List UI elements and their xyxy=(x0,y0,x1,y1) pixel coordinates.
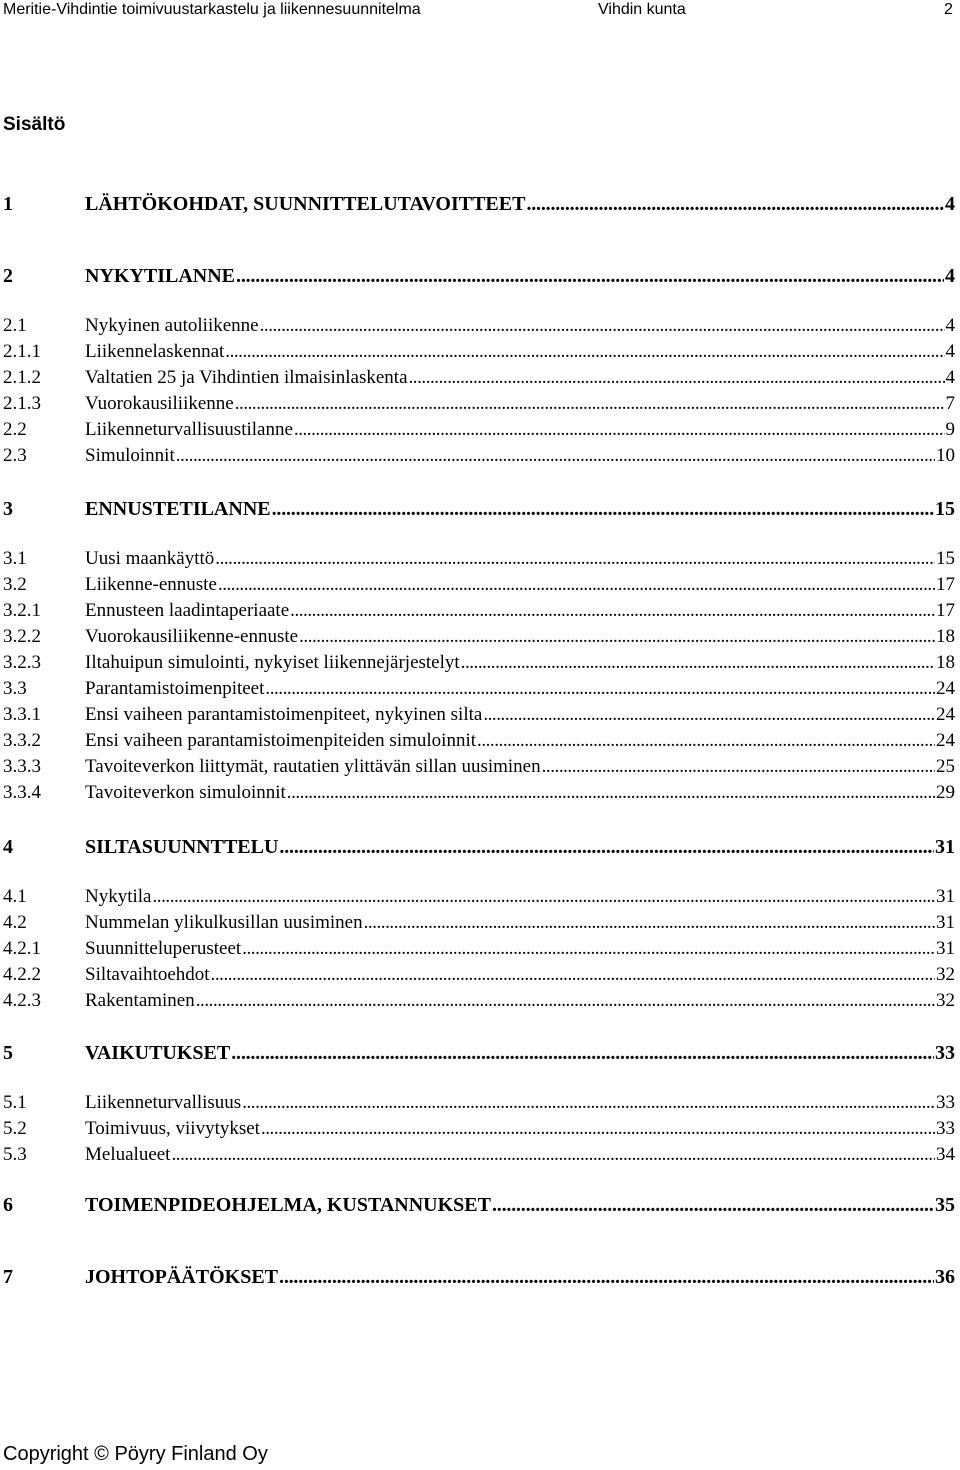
toc-entry-number: 4.1 xyxy=(3,886,27,907)
toc-entry-number: 3.3.3 xyxy=(3,756,41,777)
toc-entry-number: 3.3 xyxy=(3,678,27,699)
toc-entry-number: 2.3 xyxy=(3,445,27,466)
toc-dot-leader xyxy=(542,756,935,778)
toc-entry-page: 29 xyxy=(936,782,955,803)
toc-entry-title: Liikennelaskennat xyxy=(85,341,225,362)
toc-entry-page: 25 xyxy=(936,756,955,777)
toc-dot-leader xyxy=(215,548,935,570)
toc-entry-number: 4 xyxy=(3,836,13,858)
client-name: Vihdin kunta xyxy=(598,1,686,18)
toc-entry-page: 7 xyxy=(945,393,955,414)
toc-entry-number: 1 xyxy=(3,193,13,215)
toc-entry-number: 7 xyxy=(3,1266,13,1288)
toc-entry-page: 34 xyxy=(936,1144,955,1165)
toc-entry-page: 33 xyxy=(935,1042,955,1064)
toc-entry-page: 4 xyxy=(945,367,955,388)
toc-dot-leader xyxy=(242,1092,935,1114)
toc-entry-page: 36 xyxy=(935,1266,955,1288)
toc-dot-leader xyxy=(279,836,934,858)
toc-entry[interactable] xyxy=(3,600,955,622)
toc-entry-page: 18 xyxy=(936,652,955,673)
toc-entry[interactable] xyxy=(3,265,955,287)
toc-dot-leader xyxy=(265,678,935,700)
toc-entry-title: NYKYTILANNE xyxy=(85,265,236,287)
toc-entry-number: 2.1.2 xyxy=(3,367,41,388)
toc-entry-page: 31 xyxy=(935,836,955,858)
toc-entry[interactable] xyxy=(3,626,955,648)
toc-dot-leader xyxy=(218,574,935,596)
toc-entry-title: Rakentaminen xyxy=(85,990,195,1011)
toc-dot-leader xyxy=(483,704,935,726)
toc-dot-leader xyxy=(231,1042,934,1064)
toc-entry-page: 33 xyxy=(936,1118,955,1139)
toc-entry-number: 3.2.2 xyxy=(3,626,41,647)
toc-entry-title: TOIMENPIDEOHJELMA, KUSTANNUKSET xyxy=(85,1194,491,1216)
toc-entry[interactable] xyxy=(3,315,955,337)
toc-entry-number: 3 xyxy=(3,498,13,520)
toc-dot-leader xyxy=(461,652,935,674)
toc-entry-page: 18 xyxy=(936,626,955,647)
toc-entry-number: 3.3.2 xyxy=(3,730,41,751)
toc-dot-leader xyxy=(260,315,945,337)
toc-entry-title: Nykyinen autoliikenne xyxy=(85,315,259,336)
toc-entry-page: 17 xyxy=(936,600,955,621)
toc-entry[interactable] xyxy=(3,548,955,570)
toc-entry-title: Vuorokausiliikenne-ennuste xyxy=(85,626,299,647)
toc-entry[interactable] xyxy=(3,730,955,752)
toc-dot-leader xyxy=(409,367,945,389)
toc-entry[interactable] xyxy=(3,678,955,700)
page-number: 2 xyxy=(944,1,953,18)
toc-dot-leader xyxy=(242,938,935,960)
toc-entry-title: Valtatien 25 ja Vihdintien ilmaisinlaskenta xyxy=(85,367,408,388)
toc-entry-page: 10 xyxy=(936,445,955,466)
toc-dot-leader xyxy=(171,1144,935,1166)
toc-entry-page: 4 xyxy=(945,265,955,287)
toc-entry[interactable] xyxy=(3,367,955,389)
toc-entry-page: 15 xyxy=(935,498,955,520)
toc-dot-leader xyxy=(290,600,935,622)
toc-entry-title: Tavoiteverkon liittymät, rautatien ylittävän sillan uusiminen xyxy=(85,756,541,777)
toc-entry-title: Iltahuipun simulointi, nykyiset liikennejärjestelyt xyxy=(85,652,460,673)
toc-entry-title: Vuorokausiliikenne xyxy=(85,393,234,414)
toc-entry[interactable] xyxy=(3,704,955,726)
toc-entry-number: 2 xyxy=(3,265,13,287)
toc-entry-page: 4 xyxy=(945,315,955,336)
toc-entry[interactable] xyxy=(3,419,955,441)
toc-dot-leader xyxy=(196,990,935,1012)
toc-entry-page: 24 xyxy=(936,730,955,751)
toc-entry-title: Suunnitteluperusteet xyxy=(85,938,242,959)
toc-entry[interactable] xyxy=(3,1266,955,1288)
toc-entry-page: 31 xyxy=(936,886,955,907)
page-header xyxy=(0,0,960,22)
toc-entry-page: 31 xyxy=(936,912,955,933)
toc-entry-page: 24 xyxy=(936,678,955,699)
toc-entry-title: ENNUSTETILANNE xyxy=(85,498,271,520)
toc-entry-page: 33 xyxy=(936,1092,955,1113)
toc-dot-leader xyxy=(261,1118,935,1140)
toc-entry-title: Liikenneturvallisuustilanne xyxy=(85,419,293,440)
toc-entry-page: 24 xyxy=(936,704,955,725)
toc-dot-leader xyxy=(364,912,935,934)
toc-entry-title: Ensi vaiheen parantamistoimenpiteiden simuloinnit xyxy=(85,730,477,751)
toc-entry[interactable] xyxy=(3,445,955,467)
toc-entry-number: 4.2.2 xyxy=(3,964,41,985)
toc-dot-leader xyxy=(235,393,945,415)
toc-entry-number: 2.1 xyxy=(3,315,27,336)
toc-entry-page: 4 xyxy=(945,193,955,215)
toc-entry[interactable] xyxy=(3,498,955,520)
toc-entry[interactable] xyxy=(3,964,955,986)
toc-entry[interactable] xyxy=(3,782,955,804)
toc-entry[interactable] xyxy=(3,1118,955,1140)
toc-entry-page: 17 xyxy=(936,574,955,595)
toc-dot-leader xyxy=(225,341,944,363)
toc-entry-title: Siltavaihtoehdot xyxy=(85,964,210,985)
toc-entry-title: LÄHTÖKOHDAT, SUUNNITTELUTAVOITTEET xyxy=(85,193,526,215)
toc-entry-title: Nykytila xyxy=(85,886,152,907)
toc-entry-number: 3.2.3 xyxy=(3,652,41,673)
toc-entry-page: 15 xyxy=(936,548,955,569)
toc-entry-title: Liikenne-ennuste xyxy=(85,574,217,595)
toc-entry-page: 31 xyxy=(936,938,955,959)
toc-entry[interactable] xyxy=(3,574,955,596)
toc-entry-number: 3.2.1 xyxy=(3,600,41,621)
toc-entry-title: Tavoiteverkon simuloinnit xyxy=(85,782,286,803)
toc-dot-leader xyxy=(272,498,934,520)
toc-entry-page: 32 xyxy=(936,990,955,1011)
toc-entry-title: Ennusteen laadintaperiaate xyxy=(85,600,290,621)
toc-entry-number: 3.1 xyxy=(3,548,27,569)
toc-entry[interactable] xyxy=(3,341,955,363)
toc-entry-number: 2.2 xyxy=(3,419,27,440)
toc-entry[interactable] xyxy=(3,912,955,934)
toc-entry-number: 6 xyxy=(3,1194,13,1216)
toc-entry[interactable] xyxy=(3,836,955,858)
toc-entry[interactable] xyxy=(3,393,955,415)
toc-dot-leader xyxy=(526,193,944,215)
toc-entry-title: Liikenneturvallisuus xyxy=(85,1092,242,1113)
toc-entry-title: JOHTOPÄÄTÖKSET xyxy=(85,1266,279,1288)
toc-dot-leader xyxy=(176,445,935,467)
toc-entry-number: 5.3 xyxy=(3,1144,27,1165)
toc-entry-number: 3.3.1 xyxy=(3,704,41,725)
toc-entry-title: VAIKUTUKSET xyxy=(85,1042,231,1064)
toc-entry-title: Parantamistoimenpiteet xyxy=(85,678,265,699)
toc-entry[interactable] xyxy=(3,886,955,908)
toc-heading: Sisältö xyxy=(3,114,66,135)
toc-entry-number: 4.2.1 xyxy=(3,938,41,959)
toc-entry-page: 32 xyxy=(936,964,955,985)
toc-entry[interactable] xyxy=(3,938,955,960)
copyright-footer: Copyright © Pöyry Finland Oy xyxy=(3,1443,268,1465)
toc-entry-number: 3.2 xyxy=(3,574,27,595)
toc-entry[interactable] xyxy=(3,1042,955,1064)
toc-dot-leader xyxy=(492,1194,934,1216)
toc-entry[interactable] xyxy=(3,652,955,674)
toc-entry[interactable] xyxy=(3,1144,955,1166)
toc-entry-title: Uusi maankäyttö xyxy=(85,548,215,569)
toc-entry[interactable] xyxy=(3,193,955,215)
toc-entry-title: Melualueet xyxy=(85,1144,171,1165)
toc-entry-number: 2.1.3 xyxy=(3,393,41,414)
toc-dot-leader xyxy=(211,964,935,986)
toc-entry[interactable] xyxy=(3,1194,955,1216)
toc-dot-leader xyxy=(294,419,945,441)
toc-dot-leader xyxy=(299,626,935,648)
toc-dot-leader xyxy=(287,782,935,804)
toc-entry-page: 9 xyxy=(945,419,955,440)
document-title: Meritie-Vihdintie toimivuustarkastelu ja liikennesuunnitelma xyxy=(3,1,421,18)
toc-entry[interactable] xyxy=(3,1092,955,1114)
toc-entry-title: Toimivuus, viivytykset xyxy=(85,1118,260,1139)
toc-entry-title: Nummelan ylikulkusillan uusiminen xyxy=(85,912,363,933)
toc-entry-number: 4.2 xyxy=(3,912,27,933)
toc-entry-title: Ensi vaiheen parantamistoimenpiteet, nykyinen silta xyxy=(85,704,483,725)
toc-entry-title: SILTASUUNNTTELU xyxy=(85,836,279,858)
toc-entry-page: 35 xyxy=(935,1194,955,1216)
toc-entry[interactable] xyxy=(3,756,955,778)
toc-dot-leader xyxy=(279,1266,934,1288)
toc-dot-leader xyxy=(477,730,935,752)
toc-dot-leader xyxy=(153,886,936,908)
toc-entry-number: 5.1 xyxy=(3,1092,27,1113)
toc-entry-number: 2.1.1 xyxy=(3,341,41,362)
toc-dot-leader xyxy=(236,265,944,287)
toc-entry-page: 4 xyxy=(945,341,955,362)
toc-entry-number: 3.3.4 xyxy=(3,782,41,803)
toc-entry-number: 5.2 xyxy=(3,1118,27,1139)
toc-entry-number: 5 xyxy=(3,1042,13,1064)
toc-entry-number: 4.2.3 xyxy=(3,990,41,1011)
toc-entry[interactable] xyxy=(3,990,955,1012)
toc-entry-title: Simuloinnit xyxy=(85,445,175,466)
